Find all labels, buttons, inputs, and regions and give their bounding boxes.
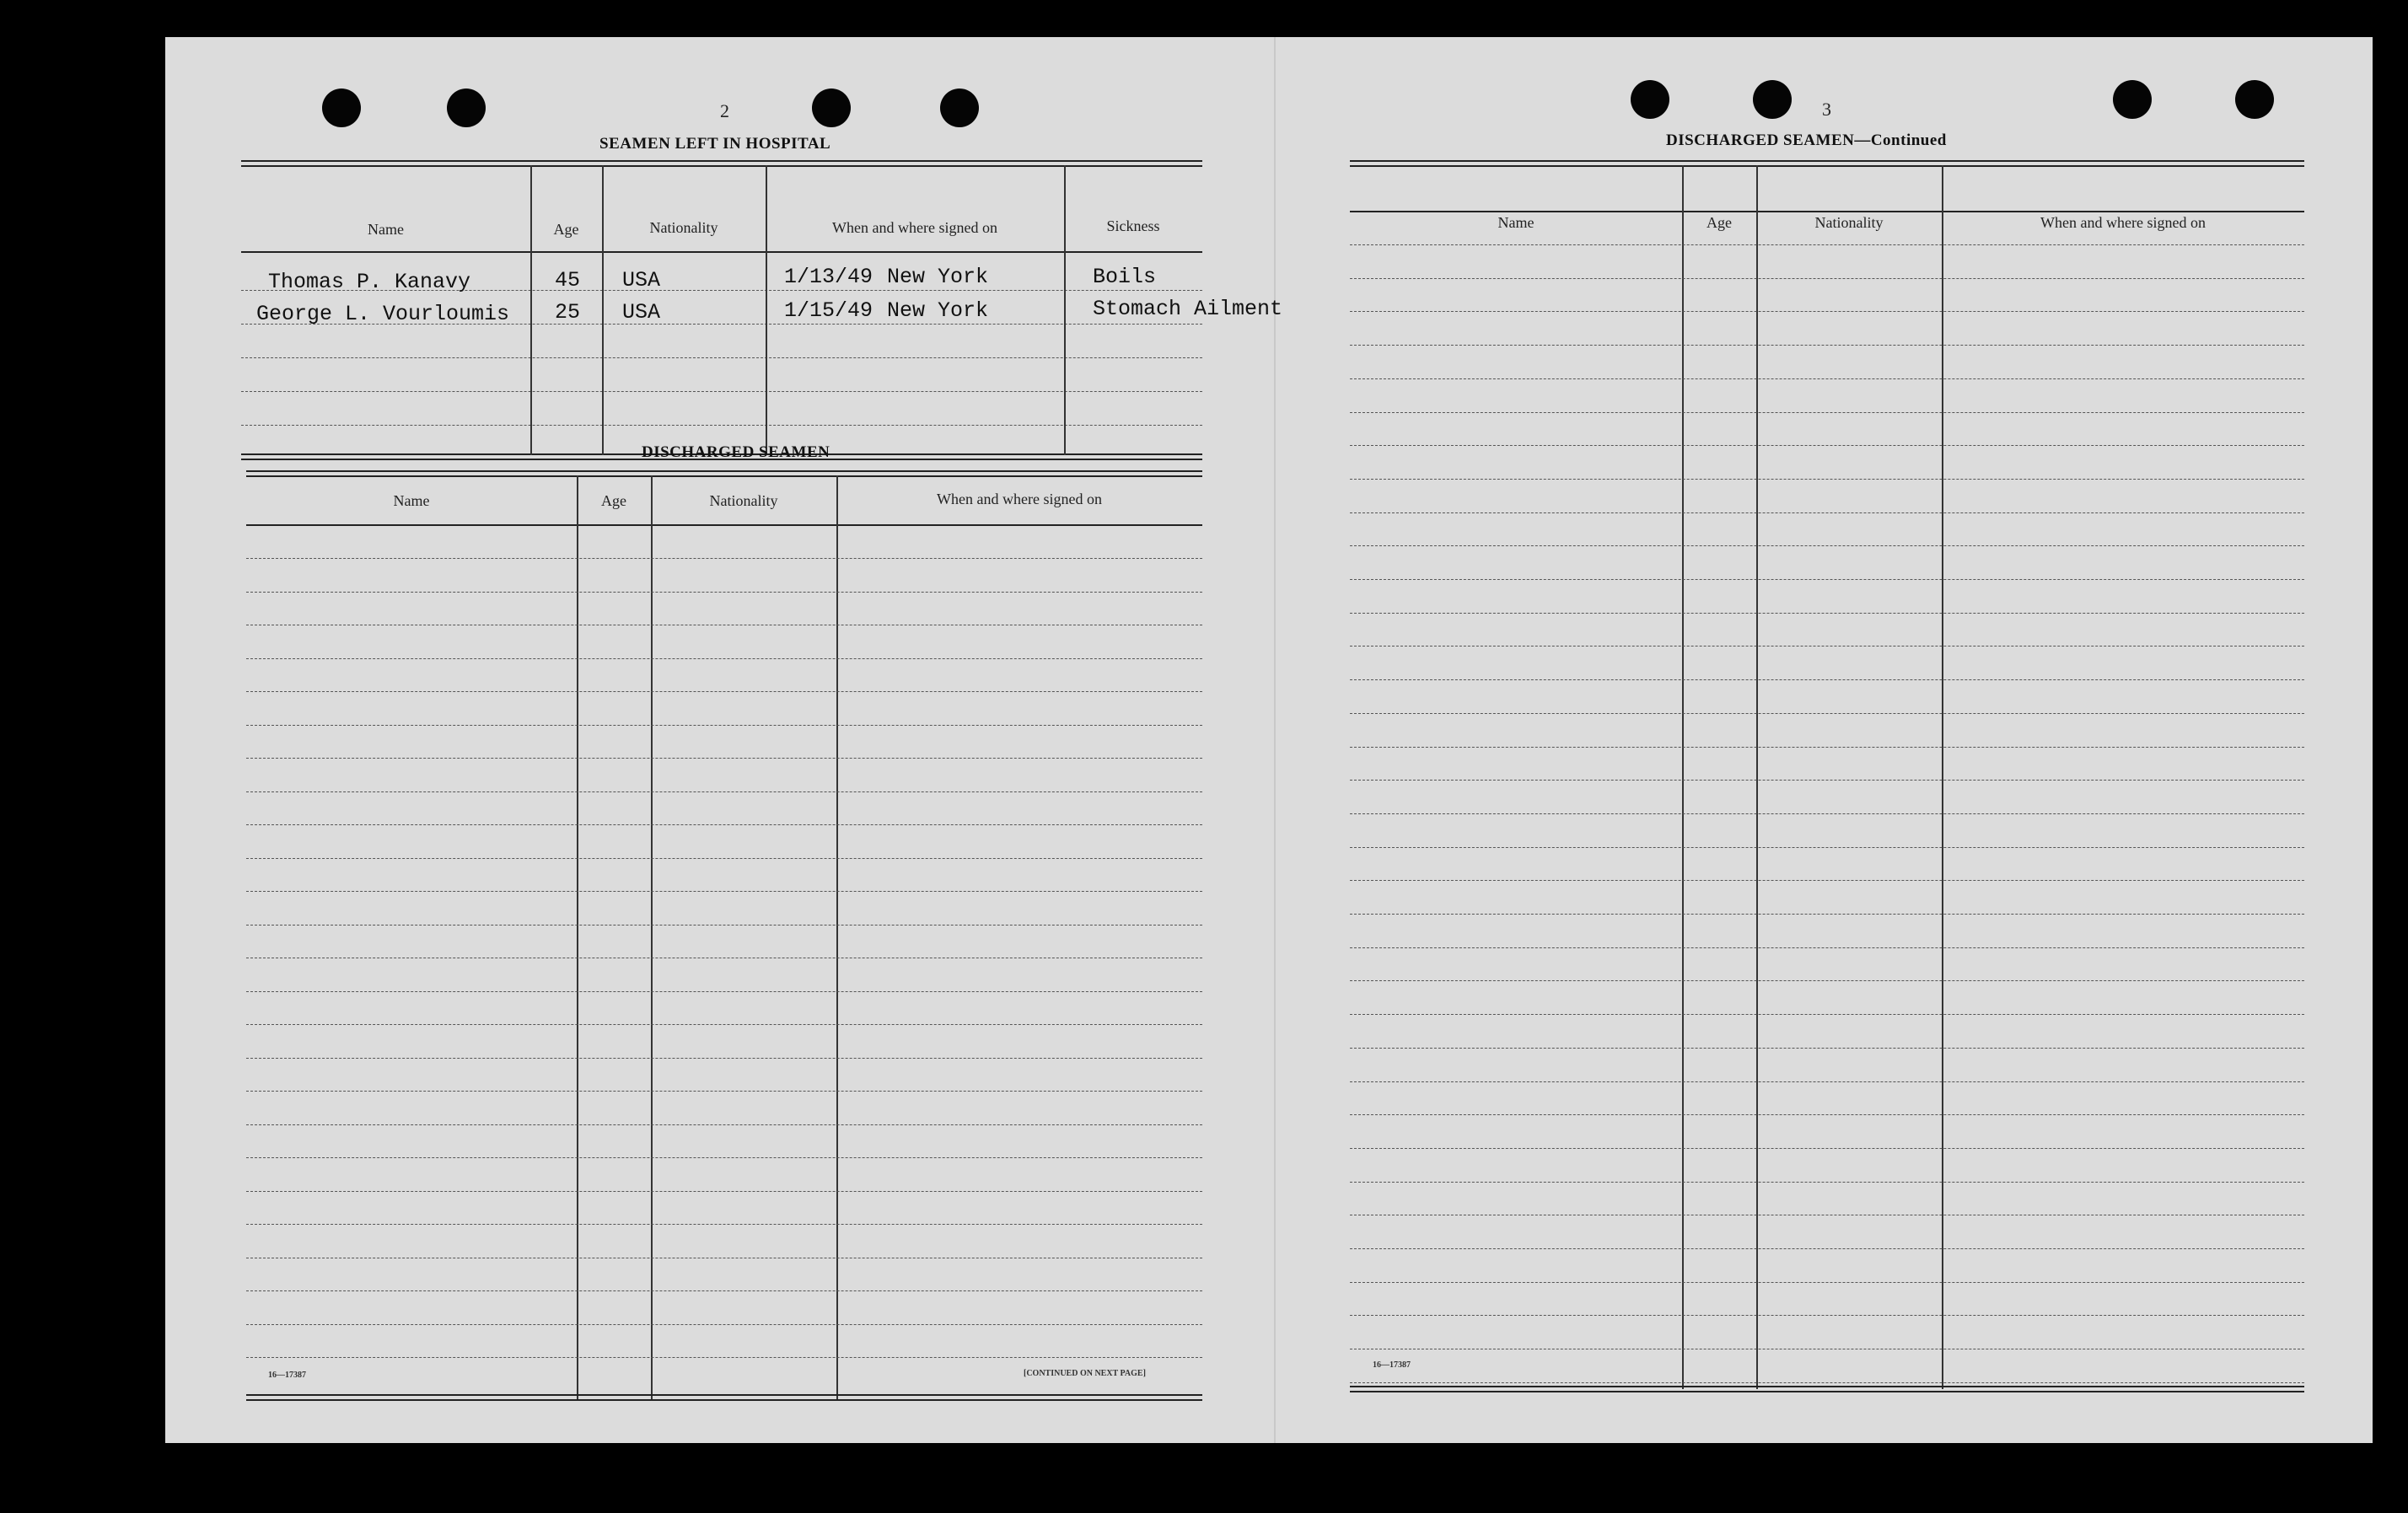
ruled-line: [1350, 1382, 2304, 1383]
ruled-line: [1350, 847, 2304, 848]
punch-hole: [940, 89, 979, 127]
seaman-name: George L. Vourloumis: [256, 302, 510, 326]
seaman-nationality: USA: [622, 268, 661, 292]
discharged-section-title: DISCHARGED SEAMEN: [642, 443, 830, 461]
seaman-nationality: USA: [622, 300, 661, 325]
punch-hole: [2235, 80, 2274, 119]
ruled-line: [1350, 1248, 2304, 1249]
ruled-line: [246, 824, 1202, 825]
ruled-line: [1350, 646, 2304, 647]
hospital-section-title: SEAMEN LEFT IN HOSPITAL: [599, 135, 831, 153]
ruled-line: [1350, 713, 2304, 714]
punch-hole: [447, 89, 486, 127]
ruled-line: [1350, 780, 2304, 781]
col-header-age: Age: [1707, 214, 1732, 231]
discharged-table: [246, 470, 1202, 1403]
hospital-table: [241, 160, 1283, 460]
continued-note: [CONTINUED ON NEXT PAGE]: [1024, 1369, 1146, 1378]
ruled-line: [246, 758, 1202, 759]
scanned-document: [165, 37, 2373, 1443]
sickness: Stomach Ailment: [1093, 297, 1283, 321]
ruled-line: [1350, 1315, 2304, 1316]
ruled-line: [246, 1058, 1202, 1059]
punch-hole: [812, 89, 851, 127]
ruled-line: [246, 558, 1202, 559]
col-header-name: Name: [393, 492, 430, 509]
ruled-line: [1350, 378, 2304, 379]
ruled-line: [1350, 613, 2304, 614]
signed-on-place: New York: [887, 265, 989, 289]
col-header-sickness: Sickness: [1106, 217, 1160, 234]
punch-hole: [1631, 80, 1669, 119]
ruled-line: [246, 1324, 1202, 1325]
ruled-line: [246, 1224, 1202, 1225]
ruled-line: [1350, 880, 2304, 881]
sickness: Boils: [1093, 265, 1157, 289]
ruled-line: [1350, 1081, 2304, 1082]
seaman-age: 45: [555, 268, 581, 292]
col-header-name: Name: [1497, 214, 1535, 231]
col-header-nationality: Nationality: [649, 219, 718, 236]
ruled-line: [1350, 545, 2304, 546]
ruled-line: [246, 1124, 1202, 1125]
ruled-line: [246, 1024, 1202, 1025]
ruled-line: [1350, 1148, 2304, 1149]
ruled-line: [246, 725, 1202, 726]
ruled-line: [1350, 1014, 2304, 1015]
page-number: 2: [720, 100, 729, 121]
ruled-line: [1350, 479, 2304, 480]
ruled-line: [1350, 1282, 2304, 1283]
form-number: 16—17387: [268, 1371, 306, 1380]
ruled-line: [1350, 1182, 2304, 1183]
ruled-line: [1350, 345, 2304, 346]
ruled-line: [1350, 445, 2304, 446]
ruled-line: [246, 1091, 1202, 1092]
ruled-line: [1350, 412, 2304, 413]
ruled-line: [1350, 747, 2304, 748]
ruled-line: [1350, 813, 2304, 814]
seaman-name: Thomas P. Kanavy: [268, 270, 471, 294]
ruled-line: [1350, 311, 2304, 312]
col-header-age: Age: [553, 221, 579, 238]
ruled-line: [246, 1290, 1202, 1291]
ruled-line: [246, 858, 1202, 859]
col-header-nationality: Nationality: [709, 492, 778, 509]
ruled-line: [1350, 579, 2304, 580]
col-header-signed-on: When and where signed on: [832, 219, 997, 236]
signed-on-place: New York: [887, 298, 989, 323]
ruled-line: [246, 658, 1202, 659]
ruled-line: [1350, 980, 2304, 981]
ruled-line: [1350, 914, 2304, 915]
ruled-line: [246, 1157, 1202, 1158]
ruled-line: [246, 925, 1202, 926]
ruled-line: [1350, 1048, 2304, 1049]
discharged-table-continued: [1350, 160, 2304, 1394]
discharged-continued-title: DISCHARGED SEAMEN—Continued: [1666, 131, 1947, 149]
form-number: 16—17387: [1373, 1360, 1411, 1370]
ruled-line: [1350, 244, 2304, 245]
ruled-line: [246, 1191, 1202, 1192]
ruled-line: [1350, 679, 2304, 680]
signed-on-date: 1/13/49: [784, 265, 873, 289]
ruled-line: [246, 592, 1202, 593]
signed-on-date: 1/15/49: [784, 298, 873, 323]
ruled-line: [246, 691, 1202, 692]
ruled-line: [1350, 947, 2304, 948]
ruled-line: [1350, 512, 2304, 513]
punch-hole: [1753, 80, 1792, 119]
page-fold: [1274, 37, 1276, 1443]
col-header-name: Name: [368, 221, 404, 238]
page-number: 3: [1822, 99, 1831, 120]
col-header-nationality: Nationality: [1814, 214, 1884, 231]
ruled-line: [246, 791, 1202, 792]
ruled-line: [1350, 1114, 2304, 1115]
col-header-signed-on: When and where signed on: [937, 491, 1102, 507]
ruled-line: [1350, 278, 2304, 279]
ruled-line: [246, 1357, 1202, 1358]
punch-hole: [2113, 80, 2152, 119]
ruled-line: [246, 991, 1202, 992]
col-header-age: Age: [601, 492, 626, 509]
ruled-line: [246, 891, 1202, 892]
punch-hole: [322, 89, 361, 127]
seaman-age: 25: [555, 300, 581, 325]
col-header-signed-on: When and where signed on: [2040, 214, 2206, 231]
